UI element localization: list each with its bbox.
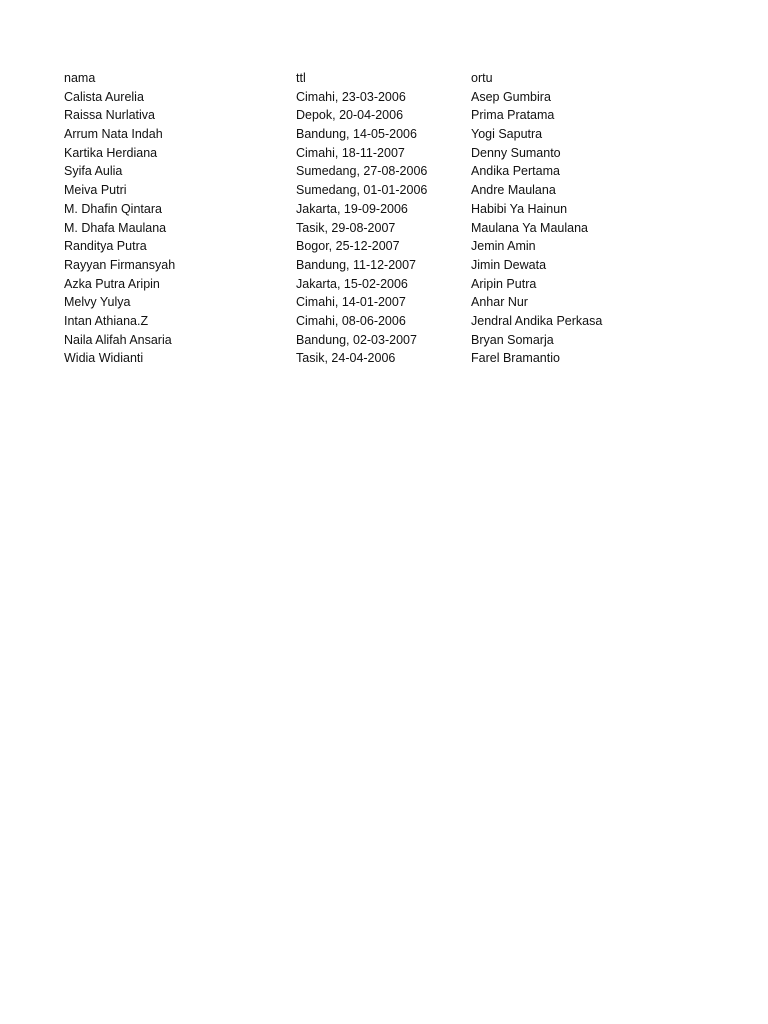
cell-ortu: Bryan Somarja	[471, 332, 554, 347]
cell-ttl: Depok, 20-04-2006	[296, 108, 404, 123]
cell-nama: Calista Aurelia	[64, 89, 144, 104]
cell-nama: Meiva Putri	[64, 183, 127, 198]
cell-ortu: Jemin Amin	[471, 239, 536, 254]
table-row	[64, 144, 671, 163]
cell-ttl: Cimahi, 08-06-2006	[296, 313, 406, 328]
table-row	[64, 256, 671, 275]
cell-ortu: Prima Pratama	[471, 108, 555, 123]
cell-ortu: Denny Sumanto	[471, 145, 561, 160]
cell-ortu: Yogi Saputra	[471, 127, 543, 142]
table-row	[64, 331, 671, 350]
cell-nama: Melvy Yulya	[64, 295, 131, 310]
cell-ttl: Bogor, 25-12-2007	[296, 239, 400, 254]
table-row	[64, 162, 671, 181]
cell-ortu: Farel Bramantio	[471, 351, 560, 366]
cell-nama: M. Dhafin Qintara	[64, 201, 162, 216]
cell-ttl: Bandung, 14-05-2006	[296, 127, 417, 142]
cell-ttl: Sumedang, 27-08-2006	[296, 164, 428, 179]
cell-ortu: Jimin Dewata	[471, 257, 547, 272]
student-table	[64, 69, 671, 368]
cell-ortu: Andika Pertama	[471, 164, 560, 179]
cell-ortu: Jendral Andika Perkasa	[471, 313, 603, 328]
cell-nama: Arrum Nata Indah	[64, 127, 163, 142]
cell-ortu: Anhar Nur	[471, 295, 528, 310]
cell-nama: Intan Athiana.Z	[64, 313, 149, 328]
cell-ortu: Habibi Ya Hainun	[471, 201, 568, 216]
table-body	[64, 88, 671, 368]
cell-nama: Randitya Putra	[64, 239, 147, 254]
table-header-row	[64, 69, 671, 88]
header-nama: nama	[64, 71, 96, 85]
cell-nama: Widia Widianti	[64, 351, 144, 366]
table-row	[64, 181, 671, 200]
table-row	[64, 88, 671, 107]
cell-ortu: Aripin Putra	[471, 276, 537, 291]
table-row	[64, 219, 671, 238]
cell-ttl: Cimahi, 18-11-2007	[296, 145, 405, 160]
table-row	[64, 200, 671, 219]
cell-ttl: Bandung, 02-03-2007	[296, 332, 417, 347]
cell-nama: Syifa Aulia	[64, 164, 123, 179]
table-row	[64, 106, 671, 125]
cell-ortu: Maulana Ya Maulana	[471, 220, 588, 235]
cell-nama: M. Dhafa Maulana	[64, 220, 167, 235]
cell-ttl: Tasik, 29-08-2007	[296, 220, 396, 235]
cell-nama: Naila Alifah Ansaria	[64, 332, 172, 347]
cell-nama: Kartika Herdiana	[64, 145, 158, 160]
table-row	[64, 125, 671, 144]
cell-ttl: Cimahi, 23-03-2006	[296, 89, 406, 104]
cell-ttl: Tasik, 24-04-2006	[296, 351, 396, 366]
table-row	[64, 237, 671, 256]
table-row	[64, 293, 671, 312]
header-ttl: ttl	[296, 71, 306, 85]
cell-nama: Raissa Nurlativa	[64, 108, 156, 123]
table-row	[64, 349, 671, 368]
cell-ttl: Bandung, 11-12-2007	[296, 257, 417, 272]
table-row	[64, 312, 671, 331]
cell-ttl: Jakarta, 19-09-2006	[296, 201, 408, 216]
cell-nama: Azka Putra Aripin	[64, 276, 160, 291]
table-row	[64, 275, 671, 294]
cell-ttl: Sumedang, 01-01-2006	[296, 183, 428, 198]
cell-ttl: Cimahi, 14-01-2007	[296, 295, 406, 310]
cell-nama: Rayyan Firmansyah	[64, 257, 176, 272]
cell-ortu: Asep Gumbira	[471, 89, 551, 104]
cell-ortu: Andre Maulana	[471, 183, 556, 198]
header-ortu: ortu	[471, 71, 493, 85]
cell-ttl: Jakarta, 15-02-2006	[296, 276, 408, 291]
